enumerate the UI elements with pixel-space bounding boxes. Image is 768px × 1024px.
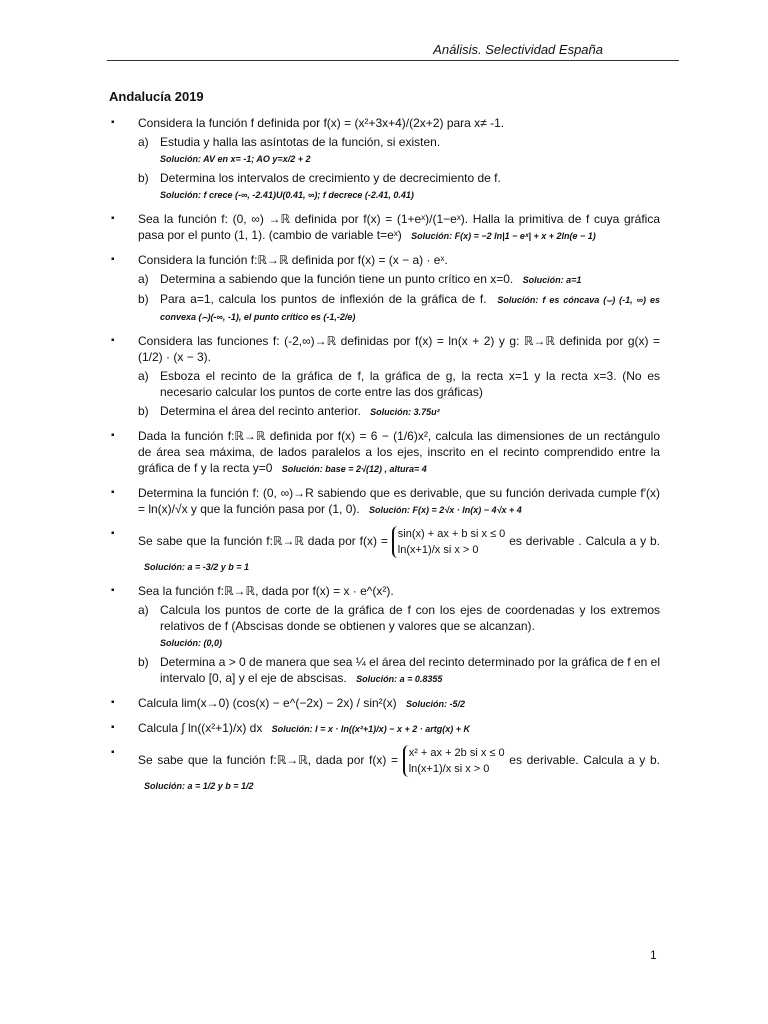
piece-row: x² + ax + 2b si x ≤ 0 (408, 747, 505, 759)
piece-row: ln(x+1)/x si x > 0 (397, 544, 479, 556)
exercise-part (138, 170, 660, 203)
part-text: Determina a sabiendo que la función tiene un punto crítico en x=0. (160, 272, 514, 286)
piecewise-function (403, 745, 505, 777)
part-text: Esboza el recinto de la gráfica de f, la gráfica de g, la recta x=1 y la recta x=3. (No es necesario calcular los puntos de corte entre las dos gráficas) (160, 369, 660, 399)
exercise-text: Calcula ∫ ln((x²+1)/x) dx (138, 721, 263, 735)
solution-text: Solución: f es cóncava (⌣) (-1, ∞) es convexa (⌢)(-∞, -1), el punto crítico es (-1,-2/e) (160, 295, 660, 322)
solution-text: Solución: I = x · ln((x²+1)/x) − x + 2 · artg(x) + K (271, 724, 470, 734)
exercise-part (138, 134, 660, 167)
part-text: Determina los intervalos de crecimiento y de decrecimiento de f. (160, 171, 501, 185)
piece-row: ln(x+1)/x si x > 0 (408, 763, 490, 775)
exercise-5 (108, 428, 660, 477)
exercise-1 (108, 115, 660, 203)
solution-text: Solución: F(x) = 2√x · ln(x) − 4√x + 4 (369, 505, 522, 515)
exercise-text: Calcula lim(x→0) (cos(x) − e^(−2x) − 2x) / sin²(x) (138, 696, 397, 710)
exercise-text: Se sabe que la función f:ℝ→ℝ, dada por f(x) = (138, 753, 399, 768)
exercise-part (138, 602, 660, 651)
header-text: Análisis. Selectividad España (433, 42, 603, 57)
exercise-9 (108, 695, 660, 712)
exercise-text: Se sabe que la función f:ℝ→ℝ dada por f(x) = (138, 534, 388, 549)
part-text: Calcula los puntos de corte de la gráfica de f con los ejes de coordenadas y los extremos relativos de f (Abscisas donde se obtienen y valores que se alcanzan). (160, 603, 660, 633)
part-text: Estudia y halla las asíntotas de la función, si existen. (160, 135, 441, 149)
exercise-6 (108, 485, 660, 518)
solution-text: Solución: a = -3/2 y b = 1 (144, 562, 250, 572)
solution-text: Solución: f crece (-∞, -2.41)U(0.41, ∞); f decrece (-2.41, 0.41) (160, 190, 414, 200)
exercise-11 (108, 745, 660, 794)
exercise-text: es derivable . Calcula a y b. (509, 534, 660, 549)
part-text: Determina a > 0 de manera que sea ¼ el área del recinto determinado por la gráfica de f en el intervalo [0, a] y el eje de abscisas. (160, 655, 660, 685)
part-text: Determina el área del recinto anterior. (160, 404, 361, 418)
solution-text: Solución: a=1 (522, 275, 582, 285)
page-number: 1 (650, 948, 657, 962)
exercise-7 (108, 526, 660, 575)
exercise-3 (108, 252, 660, 325)
part-text: Para a=1, calcula los puntos de inflexión de la gráfica de f. (160, 292, 487, 306)
part-label: b) (138, 292, 149, 306)
exercise-8 (108, 583, 660, 687)
exercise-part (138, 291, 660, 325)
exercise-4 (108, 333, 660, 420)
solution-text: Solución: F(x) = −2 ln|1 − eˣ| + x + 2ln(e − 1) (411, 231, 596, 241)
part-label: b) (138, 655, 149, 669)
part-label: b) (138, 404, 149, 418)
exercise-list (108, 115, 660, 802)
exercise-part (138, 654, 660, 687)
part-label: a) (138, 603, 149, 617)
page-header (107, 40, 679, 61)
part-label: a) (138, 369, 149, 383)
exercise-part (138, 271, 660, 288)
piece-row: sin(x) + ax + b si x ≤ 0 (397, 528, 506, 540)
exercise-text: Considera la función f definida por f(x) = (x²+3x+4)/(2x+2) para x≠ -1. (138, 116, 505, 130)
solution-text: Solución: a = 0.8355 (356, 674, 443, 684)
piecewise-function (392, 526, 506, 558)
part-label: a) (138, 135, 149, 149)
solution-text: Solución: base = 2√(12) , altura= 4 (281, 464, 427, 474)
exercise-2 (108, 211, 660, 244)
solution-text: Solución: a = 1/2 y b = 1/2 (144, 781, 254, 791)
exercise-text: es derivable. Calcula a y b. (509, 753, 660, 768)
exercise-text: Sea la función f: (0, ∞) →ℝ definida por f(x) = (1+eˣ)/(1−eˣ). Halla la primitiva de f cuya gráfica pasa por el punto (1, 1). (cambio de variable t=eˣ) (138, 212, 660, 242)
solution-text: Solución: AV en x= -1; AO y=x/2 + 2 (160, 154, 311, 164)
solution-text: Solución: -5/2 (406, 699, 466, 709)
exercise-10 (108, 720, 660, 737)
exercise-text: Considera las funciones f: (-2,∞)→ℝ definidas por f(x) = ln(x + 2) y g: ℝ→ℝ definida por g(x) = (1/2) · (x − 3). (138, 334, 660, 364)
part-label: b) (138, 171, 149, 185)
exercise-text: Considera la función f:ℝ→ℝ definida por f(x) = (x − a) · eˣ. (138, 253, 448, 267)
exercise-text: Determina la función f: (0, ∞)→R sabiendo que es derivable, que su función derivada cumple f′(x) = ln(x)/√x y que la función pasa por (1, 0). (138, 486, 660, 516)
exercise-part (138, 403, 660, 420)
solution-text: Solución: (0,0) (160, 638, 223, 648)
section-title: Andalucía 2019 (109, 89, 204, 104)
exercise-text: Sea la función f:ℝ→ℝ, dada por f(x) = x · e^(x²). (138, 584, 394, 598)
exercise-text: Dada la función f:ℝ→ℝ definida por f(x) = 6 − (1/6)x², calcula las dimensiones de un rectángulo de área sea máxima, de lados paralelos a los ejes, inscrito en el recinto comprendido entre la gráfica de f y la recta y=0 (138, 429, 660, 475)
part-label: a) (138, 272, 149, 286)
solution-text: Solución: 3.75u² (370, 407, 440, 417)
exercise-part (138, 368, 660, 400)
